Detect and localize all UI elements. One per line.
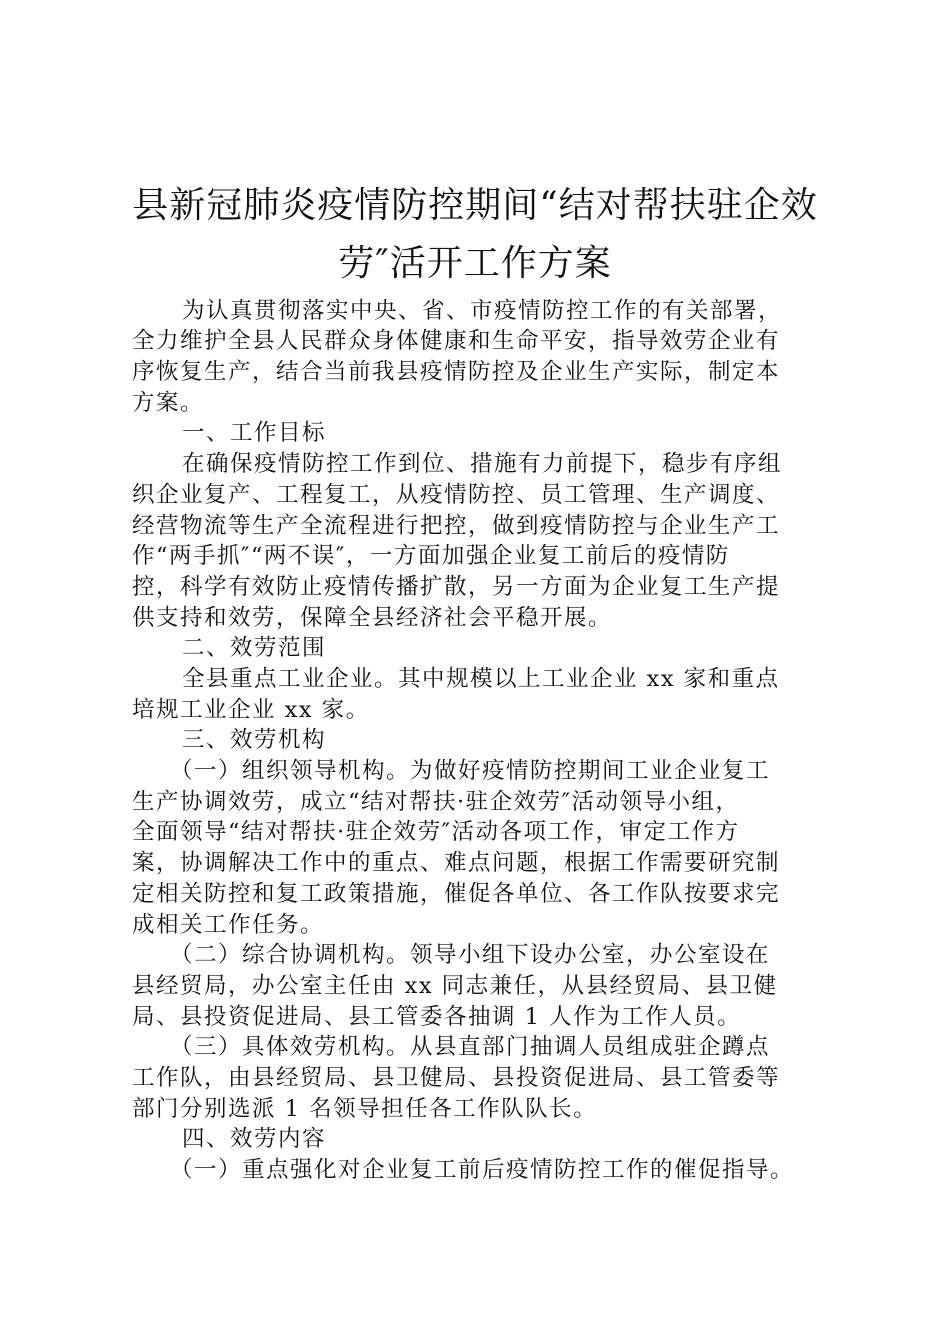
paragraph-line: 供支持和效劳，保障全县经济社会平稳开展。: [132, 605, 613, 631]
paragraph-line: 序恢复生产，结合当前我县疫情防控及企业生产实际，制定本: [132, 359, 781, 385]
paragraph-line: 工作队，由县经贸局、县卫健局、县投资促进局、县工管委等: [132, 1065, 781, 1091]
section-heading: 三、效劳机构: [182, 727, 327, 753]
section-heading: 二、效劳范围: [182, 635, 327, 661]
paragraph-line: 案，协调解决工作中的重点、难点问题，根据工作需要研究制: [132, 850, 781, 876]
paragraph-line: 为认真贯彻落实中央、省、市疫情防控工作的有关部署，: [182, 298, 783, 324]
section-heading: 一、工作目标: [182, 420, 327, 446]
paragraph-line: （二）综合协调机构。领导小组下设办公室，办公室设在: [170, 942, 771, 968]
paragraph-line: 作“两手抓″“两不误″，一方面加强企业复工前后的疫情防: [132, 543, 730, 569]
paragraph-line: 在确保疫情防控工作到位、措施有力前提下，稳步有序组: [182, 451, 783, 477]
paragraph-line: 全力维护全县人民群众身体健康和生命平安，指导效劳企业有: [132, 328, 781, 354]
paragraph-line: 方案。: [132, 390, 205, 416]
document-title-line-1: 县新冠肺炎疫情防控期间“结对帮扶驻企效: [132, 185, 818, 226]
paragraph-line: 控，科学有效防止疫情传播扩散，另一方面为企业复工生产提: [132, 574, 781, 600]
paragraph-line: 全面领导“结对帮扶·驻企效劳″活动各项工作，审定工作方: [132, 819, 740, 845]
paragraph-line: 部门分别选派 1 名领导担任各工作队队长。: [132, 1096, 598, 1122]
paragraph-line: 成相关工作任务。: [132, 912, 325, 938]
paragraph-line: 全县重点工业企业。其中规模以上工业企业 xx 家和重点: [182, 666, 780, 692]
paragraph-line: 培规工业企业 xx 家。: [132, 697, 370, 723]
paragraph-line: （一）组织领导机构。为做好疫情防控期间工业企业复工: [170, 758, 771, 784]
paragraph-line: 经营物流等生产全流程进行把控，做到疫情防控与企业生产工: [132, 513, 781, 539]
paragraph-line: （三）具体效劳机构。从县直部门抽调人员组成驻企蹲点: [170, 1034, 771, 1060]
paragraph-line: （一）重点强化对企业复工前后疫情防控工作的催促指导。: [170, 1157, 795, 1183]
document-title-line-2: 劳″活开工作方案: [338, 243, 612, 284]
section-heading: 四、效劳内容: [182, 1126, 327, 1152]
paragraph-line: 织企业复产、工程复工，从疫情防控、员工管理、生产调度、: [132, 482, 781, 508]
paragraph-line: 定相关防控和复工政策措施，催促各单位、各工作队按要求完: [132, 881, 781, 907]
paragraph-line: 县经贸局，办公室主任由 xx 同志兼任，从县经贸局、县卫健: [132, 973, 778, 999]
paragraph-line: 局、县投资促进局、县工管委各抽调 1 人作为工作人员。: [132, 1004, 742, 1030]
paragraph-line: 生产协调效劳，成立“结对帮扶·驻企效劳″活动领导小组，: [132, 789, 740, 815]
